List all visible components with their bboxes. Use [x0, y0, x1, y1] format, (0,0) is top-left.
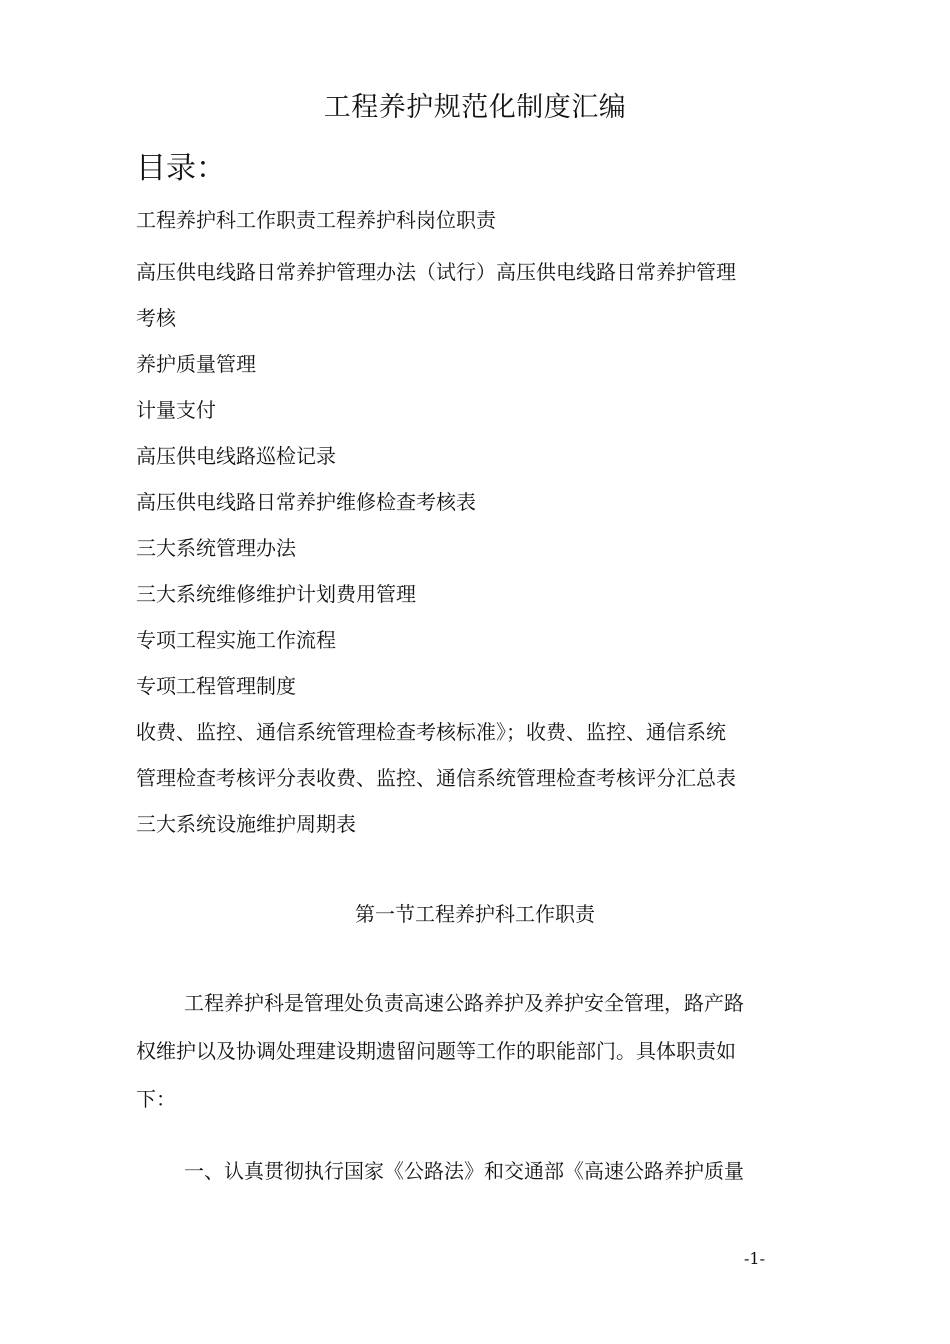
toc-item: 收费、监控、通信系统管理检查考核标准》；收费、监控、通信系统 — [136, 720, 726, 744]
toc-item: 专项工程管理制度 — [136, 674, 296, 698]
body-paragraph-line: 一、认真贯彻执行国家《公路法》和交通部《高速公路养护质量 — [184, 1159, 744, 1183]
body-paragraph-line: 下： — [136, 1087, 176, 1111]
toc-item: 专项工程实施工作流程 — [136, 628, 336, 652]
toc-heading: 目录： — [136, 151, 226, 186]
document-title: 工程养护规范化制度汇编 — [323, 92, 627, 123]
toc-item: 三大系统设施维护周期表 — [136, 812, 356, 836]
toc-item: 高压供电线路日常养护管理办法（试行）高压供电线路日常养护管理 — [136, 260, 736, 284]
toc-item: 考核 — [136, 306, 176, 330]
toc-item: 工程养护科工作职责工程养护科岗位职责 — [136, 208, 496, 232]
toc-item: 高压供电线路巡检记录 — [136, 444, 336, 468]
section-title: 第一节工程养护科工作职责 — [355, 902, 595, 926]
toc-item: 高压供电线路日常养护维修检查考核表 — [136, 490, 476, 514]
toc-item: 三大系统管理办法 — [136, 536, 296, 560]
toc-item: 三大系统维修维护计划费用管理 — [136, 582, 416, 606]
toc-item: 管理检查考核评分表收费、监控、通信系统管理检查考核评分汇总表 — [136, 766, 736, 790]
toc-item: 养护质量管理 — [136, 352, 256, 376]
page-number: -1- — [744, 1249, 765, 1268]
toc-item: 计量支付 — [136, 398, 216, 422]
body-paragraph-line: 权维护以及协调处理建设期遗留问题等工作的职能部门。具体职责如 — [136, 1039, 736, 1063]
body-paragraph-line: 工程养护科是管理处负责高速公路养护及养护安全管理，路产路 — [184, 991, 744, 1015]
